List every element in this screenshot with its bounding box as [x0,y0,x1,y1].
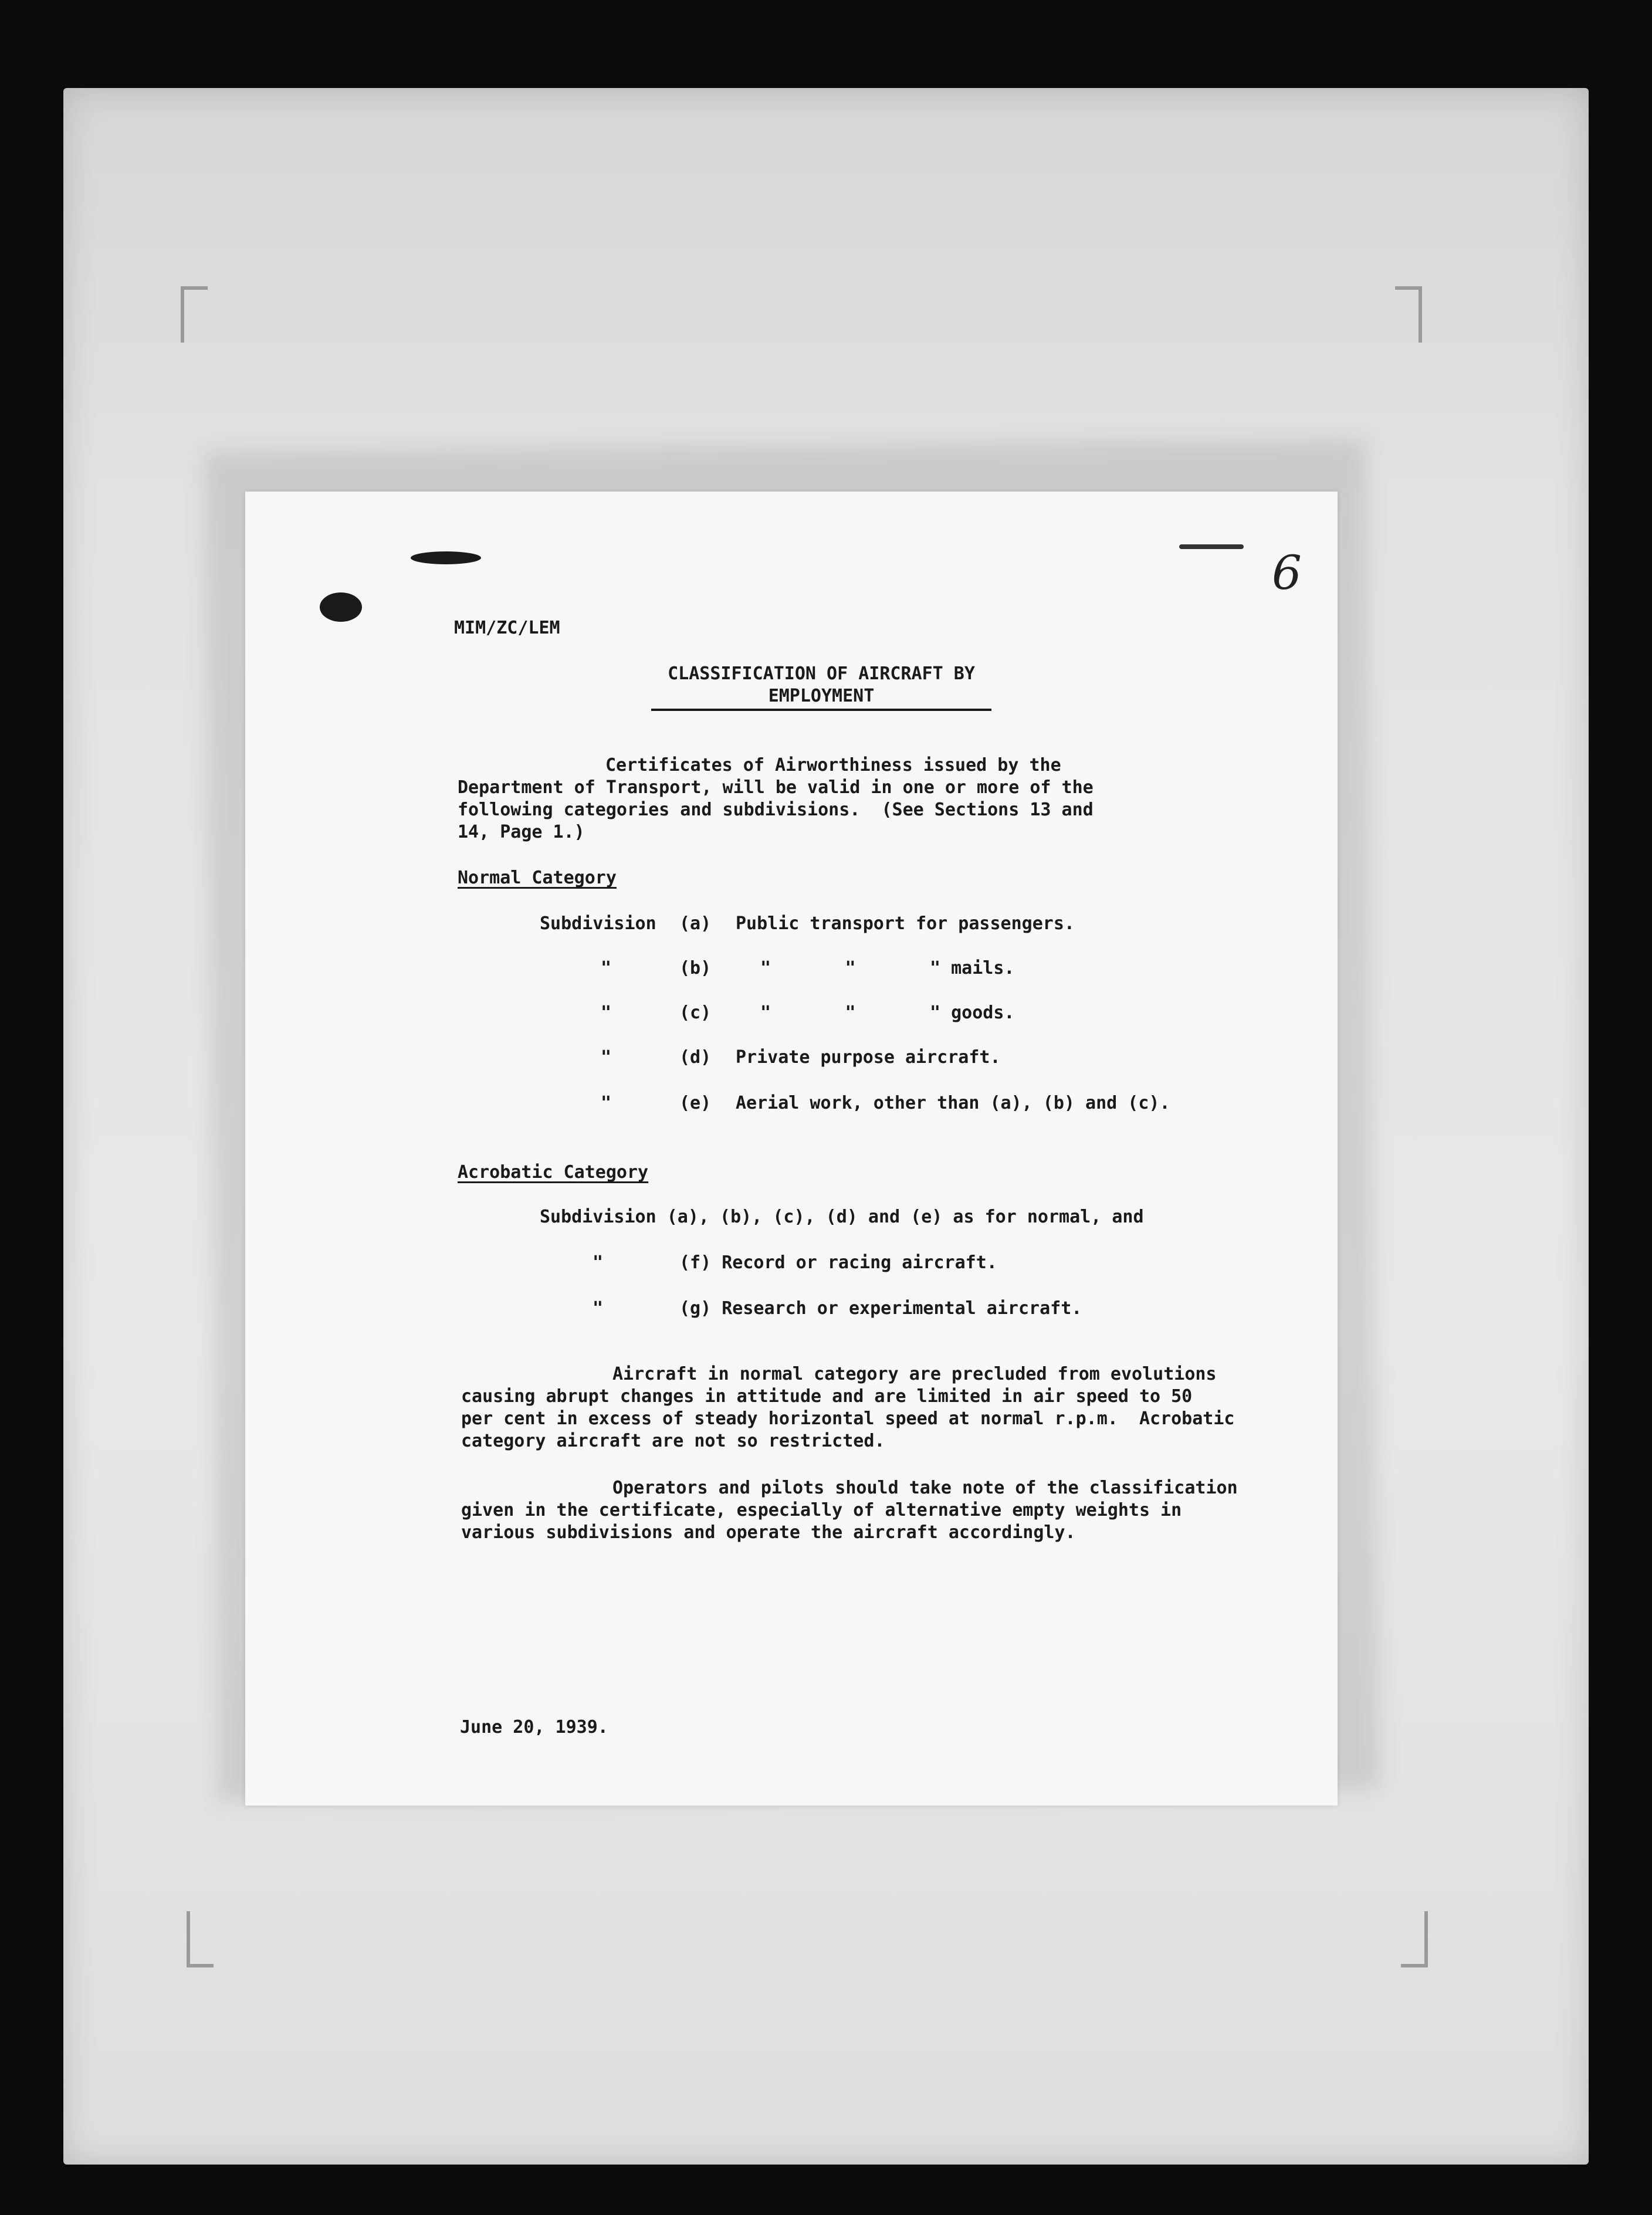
paragraph-1-line-2: causing abrupt changes in attitude and are limited in air speed to 50 [461,1386,1193,1407]
title-line-2: EMPLOYMENT [651,685,991,711]
reference-code: MIM/ZC/LEM [454,618,560,638]
normal-row-text: " " " goods. [760,1002,1015,1023]
corner-mark-top-left [181,286,208,343]
ink-smudge [320,592,362,622]
normal-row-code: (b) [679,958,712,978]
normal-row-code: (c) [679,1002,712,1023]
document-title [651,663,991,711]
normal-row-prefix: " [601,1047,612,1068]
intro-line-1: Certificates of Airworthiness issued by the [605,755,1061,775]
normal-row-prefix: " [601,1002,612,1023]
corner-mark-bottom-left [187,1911,214,1967]
normal-row-code: (a) [679,913,712,934]
title-line-1: CLASSIFICATION OF AIRCRAFT BY [668,663,975,684]
paragraph-2-line-3: various subdivisions and operate the aircraft accordingly. [461,1522,1076,1543]
normal-category-heading: Normal Category [458,868,617,888]
ink-smudge [411,551,481,564]
corner-mark-bottom-right [1401,1911,1428,1967]
normal-row-code: (d) [679,1047,712,1068]
corner-mark-top-right [1395,286,1422,343]
paragraph-1-line-4: category aircraft are not so restricted. [461,1431,885,1451]
normal-row-text: Private purpose aircraft. [736,1047,1001,1068]
normal-row-text: Public transport for passengers. [736,913,1075,934]
acrobatic-category-heading: Acrobatic Category [458,1162,649,1183]
handwritten-page-number: 6 [1272,546,1302,600]
acrobatic-row-prefix: " [593,1252,604,1273]
paragraph-1-line-3: per cent in excess of steady horizontal speed at normal r.p.m. Acrobatic [461,1408,1235,1429]
acrobatic-row-prefix: " [593,1298,604,1319]
paragraph-2-line-1: Operators and pilots should take note of the classification [612,1478,1238,1498]
normal-row-text: Aerial work, other than (a), (b) and (c). [736,1093,1170,1113]
intro-line-3: following categories and subdivisions. (See Sections 13 and [458,800,1094,820]
normal-row-prefix: " [601,1093,612,1113]
paragraph-1-line-1: Aircraft in normal category are precluded from evolutions [612,1364,1217,1384]
paragraph-2-line-2: given in the certificate, especially of alternative empty weights in [461,1500,1182,1520]
acrobatic-subdivision-line: Subdivision (a), (b), (c), (d) and (e) as for normal, and [540,1207,1144,1227]
pen-dash-mark [1179,544,1244,549]
normal-row-text: " " " mails. [760,958,1015,978]
acrobatic-row-text: (g) Research or experimental aircraft. [679,1298,1082,1319]
normal-row-code: (e) [679,1093,712,1113]
intro-line-2: Department of Transport, will be valid in one or more of the [458,777,1094,798]
acrobatic-row-text: (f) Record or racing aircraft. [679,1252,997,1273]
normal-row-prefix: Subdivision [540,913,656,934]
intro-line-4: 14, Page 1.) [458,822,585,842]
document-date: June 20, 1939. [460,1717,608,1738]
normal-row-prefix: " [601,958,612,978]
